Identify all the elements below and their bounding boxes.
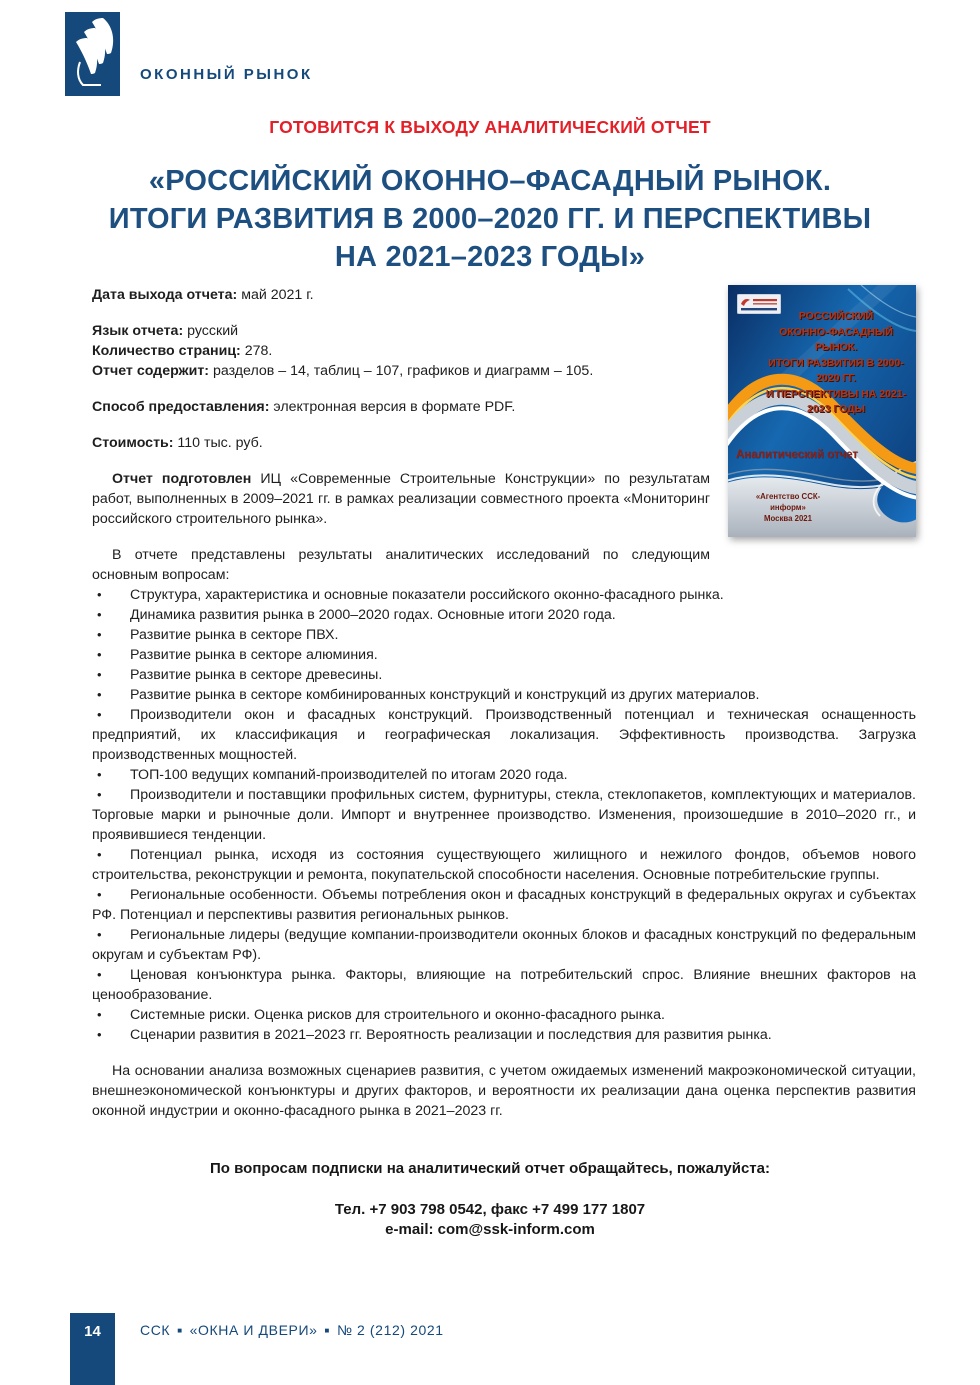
bullet-marker: • <box>97 587 102 602</box>
bullet-text: Развитие рынка в секторе алюминия. <box>130 647 378 663</box>
footer-imprint <box>140 1322 444 1338</box>
bullet-text: Ценовая конъюнктура рынка. Факторы, влияющие на потребительский спрос. Влияние внешних факторов на ценообразование. <box>92 967 916 1003</box>
feather-swoosh-icon <box>65 12 120 96</box>
bullet-item-2 <box>92 605 916 625</box>
detail-value: русский <box>187 323 239 339</box>
detail-value: разделов – 14, таблиц – 107, графиков и диаграмм – 105. <box>212 363 594 379</box>
footer-separator-icon: ■ <box>177 1326 183 1335</box>
announcement-heading: ГОТОВИТСЯ К ВЫХОДУ АНАЛИТИЧЕСКИЙ ОТЧЕТ <box>269 117 711 137</box>
bullet-item-1 <box>92 585 916 605</box>
detail-value: 110 тыс. руб. <box>177 435 263 451</box>
subscription-phones: Тел. +7 903 798 0542, факс +7 499 177 1807 <box>334 1201 646 1218</box>
footer-magazine: ССК <box>140 1322 171 1338</box>
bullet-marker: • <box>97 787 102 802</box>
bullet-text: Развитие рынка в секторе комбинированных конструкций и конструкций из других материалов. <box>130 687 760 703</box>
bullet-text: ТОП-100 ведущих компаний-производителей по итогам 2020 года. <box>130 767 568 783</box>
footer-separator-icon: ■ <box>324 1326 330 1335</box>
bullet-item-12 <box>92 925 916 965</box>
bullet-marker: • <box>97 687 102 702</box>
report-title-line-1: «РОССИЙСКИЙ ОКОННО–ФАСАДНЫЙ РЫНОК. <box>148 165 832 197</box>
bullet-marker: • <box>97 927 102 942</box>
publisher-logo <box>65 12 120 96</box>
bullet-text: Сценарии развития в 2021–2023 гг. Вероятность реализации и последствия для развития рынка. <box>130 1027 772 1043</box>
bullet-text: Структура, характеристика и основные показатели российского оконно-фасадного рынка. <box>130 587 724 603</box>
bullet-item-4 <box>92 645 916 665</box>
detail-label: Отчет содержит: <box>92 363 210 379</box>
bullet-text: Развитие рынка в секторе ПВХ. <box>130 627 339 643</box>
report-cover-image <box>728 285 916 537</box>
prepared-lead: Отчет подготовлен <box>112 471 252 487</box>
bullet-text: Производители окон и фасадных конструкций. Производственный потенциал и техническая оснащенность предприятий, их классификация и географическая локализация. Эффективность производства. Загрузка производственных мощностей. <box>92 707 916 763</box>
detail-label: Количество страниц: <box>92 343 241 359</box>
detail-value: 278. <box>244 343 273 359</box>
bullet-marker: • <box>97 767 102 782</box>
report-title-line-2: ИТОГИ РАЗВИТИЯ В 2000–2020 ГГ. И ПЕРСПЕКТИВЫ <box>108 203 872 235</box>
bullet-text: Потенциал рынка, исходя из состояния существующего жилищного и нежилого фондов, объемов нового строительства, реконструкции и ремонта, покупательской способности населения. Основные потребительские группы. <box>92 847 916 883</box>
cover-title-line-2: ОКОННО-ФАСАДНЫЙ РЫНОК. <box>779 325 893 353</box>
subscription-email: e-mail: com@ssk-inform.com <box>385 1221 595 1238</box>
detail-value: май 2021 г. <box>241 287 314 303</box>
bullet-text: Региональные лидеры (ведущие компании-производители оконных блоков и фасадных конструкций по федеральным округам и субъектам РФ). <box>92 927 916 963</box>
bullet-text: Системные риски. Оценка рисков для строительного и оконно-фасадного рынка. <box>130 1007 665 1023</box>
report-title <box>30 162 950 276</box>
conclusion-paragraph: На основании анализа возможных сценариев развития, с учетом ожидаемых изменений макроэкономической ситуации, внешнеэкономической конъюнктуры и других факторов, и вероятности их реализации дана оценка перспектив развития оконной индустрии и оконно-фасадного рынка в 2021–2023 гг. <box>92 1063 916 1119</box>
page-number: 14 <box>84 1323 101 1340</box>
bullet-item-8 <box>92 765 916 785</box>
detail-label: Дата выхода отчета: <box>92 287 238 303</box>
bullet-marker: • <box>97 607 102 622</box>
cover-publisher <box>740 491 836 524</box>
bullet-marker: • <box>97 647 102 662</box>
subscription-block <box>0 1160 980 1238</box>
cover-title-line-3: ИТОГИ РАЗВИТИЯ В 2000-2020 ГГ. <box>768 356 904 384</box>
bullet-text: Динамика развития рынка в 2000–2020 годах. Основные итоги 2020 года. <box>130 607 616 623</box>
detail-value: электронная версия в формате PDF. <box>273 399 516 415</box>
bullet-item-7 <box>92 705 916 765</box>
cover-title-line-1: РОССИЙСКИЙ <box>798 310 874 322</box>
bullet-text: Производители и поставщики профильных систем, фурнитуры, стекла, стеклопакетов, комплектующих и материалов. Торговые марки и рыночные доли. Импорт и внутреннее производство. Изменения, произошедшие в 2010–2020 гг., и проявившиеся тенденции. <box>92 787 916 843</box>
detail-label: Стоимость: <box>92 435 174 451</box>
bullet-item-11 <box>92 885 916 925</box>
report-title-line-3: НА 2021–2023 ГОДЫ» <box>334 241 646 273</box>
detail-label: Способ предоставления: <box>92 399 270 415</box>
footer-issue: № 2 (212) 2021 <box>336 1322 444 1338</box>
bullet-marker: • <box>97 1027 102 1042</box>
cover-subtitle: Аналитический отчет <box>735 449 859 461</box>
section-label: ОКОННЫЙ РЫНОК <box>140 66 313 83</box>
bullet-marker: • <box>97 667 102 682</box>
prepared-rest: ИЦ «Современные Строительные Конструкции» по результатам работ, выполненных в 2009–2021 гг. в рамках реализации совместного проекта «Мониторинг российского строительного рынка». <box>92 471 711 527</box>
page-number-box <box>70 1313 115 1385</box>
bullet-marker: • <box>97 707 102 722</box>
bullet-item-14 <box>92 1005 916 1025</box>
cover-title-line-4: И ПЕРСПЕКТИВЫ НА 2021-2023 ГОДЫ <box>765 387 907 415</box>
bullet-text: Региональные особенности. Объемы потребления окон и фасадных конструкций в федеральных округах и субъектах РФ. Потенциал и перспективы развития региональных рынков. <box>92 887 916 923</box>
cover-title <box>760 309 912 418</box>
report-description <box>92 285 916 1121</box>
cover-city-year: Москва 2021 <box>764 514 812 523</box>
bullet-item-3 <box>92 625 916 645</box>
bullet-marker: • <box>97 967 102 982</box>
subscription-heading: По вопросам подписки на аналитический отчет обращайтесь, пожалуйста: <box>210 1160 770 1177</box>
bullet-marker: • <box>97 1007 102 1022</box>
bullet-item-5 <box>92 665 916 685</box>
bullet-text: Развитие рынка в секторе древесины. <box>130 667 383 683</box>
bullet-item-13 <box>92 965 916 1005</box>
footer-edition: «ОКНА И ДВЕРИ» <box>189 1322 318 1338</box>
bullet-item-15 <box>92 1025 916 1045</box>
bullet-marker: • <box>97 627 102 642</box>
bullet-marker: • <box>97 887 102 902</box>
bullet-item-10 <box>92 845 916 885</box>
detail-label: Язык отчета: <box>92 323 184 339</box>
bullet-marker: • <box>97 847 102 862</box>
cover-publisher-name: «Агентство ССК-информ» <box>755 492 821 512</box>
intro-paragraph: В отчете представлены результаты аналитических исследований по следующим основным вопросам: <box>92 547 710 583</box>
bullet-item-9 <box>92 785 916 845</box>
bullet-item-6 <box>92 685 916 705</box>
